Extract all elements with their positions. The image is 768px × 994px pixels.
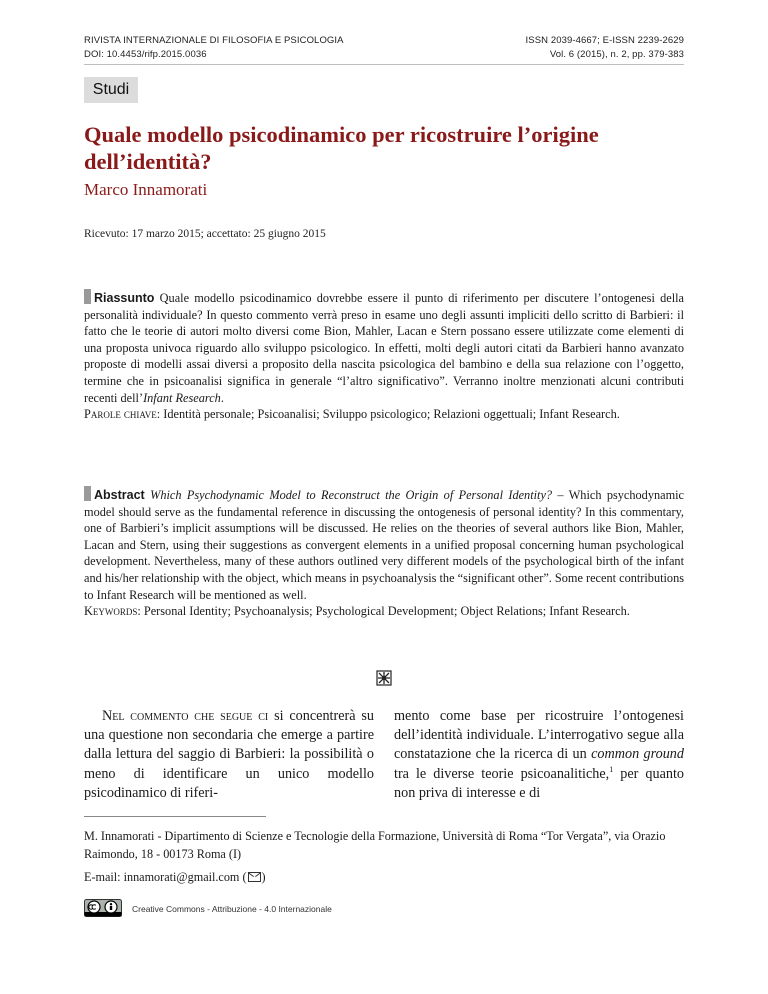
article-title: Quale modello psicodinamico per ricostruire l’origine dell’identità? [84,122,599,174]
author-name: Marco Innamorati [84,180,208,199]
body-column-right: mento come base per ricostruire l’ontogenesi dell’identità individuale. L’interrogativo segue alla constatazione che la ricerca di un common ground tra le diverse teorie psicoanalitiche,$^1$ per quanto non priva di interesse e di [394,708,685,801]
author-email[interactable]: E-mail: innamorati@gmail.com ( ) [84,870,266,884]
volume-info: Vol. 6 (2015), n. 2, pp. 379-383 [549,49,684,60]
riassunto-italic: Infant Research [143,390,221,405]
opening-smallcaps: Nel commento che segue ci [102,708,269,724]
header-divider [84,64,684,65]
abstract-keywords [84,603,684,620]
journal-header-left [84,34,344,62]
footnote-marker[interactable]: 1 [609,764,614,774]
license-text[interactable]: Creative Commons - Attribuzione - 4.0 Internazionale [132,904,332,914]
footnote-divider [84,816,266,817]
doi[interactable]: DOI: 10.4453/rifp.2015.0036 [84,49,207,60]
riassunto-block: Riassunto Quale modello psicodinamico dovrebbe essere il punto di riferimento per discutere l’ontogenesi della personalità individuale? In questo commento verrà preso in esame uno degli assunti impliciti dello scritto di Barbieri: il fatto che le teorie di autori molto diversi come Bion, Mahler, Lacan e Stern possano essere utilizzate come elementi di una proposta univoca riguardo allo sviluppo psicologico. In effetti, molti degli autori citati da Barbieri hanno avanzato proposte di modelli assai diversi a proposito della nascita psicologica del bambino e della sua relazione con l’oggetto, termine che in psicoanalisi significa in generale “l’altro significativo”. Verranno inoltre menzionati alcuni contributi recenti dell’Infant Research. Parole chiave: Identità personale; Psicoanalisi; Sviluppo psicologico; Relazioni oggettuali; Infant Research. [84,291,684,422]
abstract-label: Abstract [94,488,145,502]
issn: ISSN 2039-4667; E-ISSN 2239-2629 [525,35,684,46]
body-column-left: Nel commento che segue ci si concentrerà su una questione non secondaria che emerge a partire dalla lettura del saggio di Barbieri: la possibilità o meno di identificare un unico modello psicodinamico di riferi- [84,708,374,801]
received-accepted-dates: Ricevuto: 17 marzo 2015; accettato: 25 giugno 2015 [84,228,326,240]
section-label: Studi [84,77,138,103]
riassunto-label: Riassunto [94,291,155,305]
author-affiliation: M. Innamorati - Dipartimento di Scienze e Tecnologie della Formazione, Università di Roma “Tor Vergata”, via Orazio Raimondo, 18 - 00173 Roma (I) [84,829,666,861]
riassunto-keywords [84,406,684,423]
riassunto-text: Quale modello psicodinamico dovrebbe essere il punto di riferimento per discutere l’ontogenesi della personalità individuale? In questo commento verrà preso in esame uno degli assunti impliciti dello scritto di Barbieri: il fatto che le teorie di autori molto diversi come Bion, Mahler, Lacan e Stern possano essere utilizzate come elementi di una proposta univoca riguardo allo sviluppo psicologico. In effetti, molti degli autori citati da Barbieri hanno avanzato proposte di modelli assai diversi a proposito della nascita psicologica del bambino e della sua relazione con l’oggetto, termine che in psicoanalisi significa in generale “l’altro significativo”. Verranno inoltre menzionati alcuni contributi recenti dell’ [84,291,684,405]
section-marker [84,289,91,304]
envelope-icon [248,872,261,882]
cc-by-license-icon[interactable] [84,899,122,917]
keywords-label-it: Parole chiave: [84,407,161,422]
abstract-english-title: Which Psychodynamic Model to Reconstruct the Origin of Personal Identity? [144,488,553,502]
journal-name: RIVISTA INTERNAZIONALE DI FILOSOFIA E PSICOLOGIA [84,35,344,46]
abstract-text: – Which psychodynamic model should serve as the fundamental reference in discussing the ontogenesis of personal identity? In this commentary, one of Barbieri’s implicit assumptions will be discussed. He relies on the theories of several authors like Bion, Mahler, Lacan and Stern, using their suggestions as convergent elements in a unified proposal concerning human psychological development. Nevertheless, many of these authors outlined very different models of the psychological birth of the infant and his/her relationship with the object, which means in psychoanalysis the “significant other”. Some recent contributions to Infant Research will be mentioned as well. [84,488,685,602]
keywords-en: Personal Identity; Psychoanalysis; Psychological Development; Object Relations; Infant Research. [140,604,630,619]
section-marker [84,486,91,501]
keywords-it: Identità personale; Psicoanalisi; Sviluppo psicologico; Relazioni oggettuali; Infant Research. [160,407,620,422]
ornament-icon [376,670,392,686]
abstract-block [84,486,684,620]
keywords-label-en: Keywords: [84,604,141,619]
journal-header-right [526,34,684,62]
